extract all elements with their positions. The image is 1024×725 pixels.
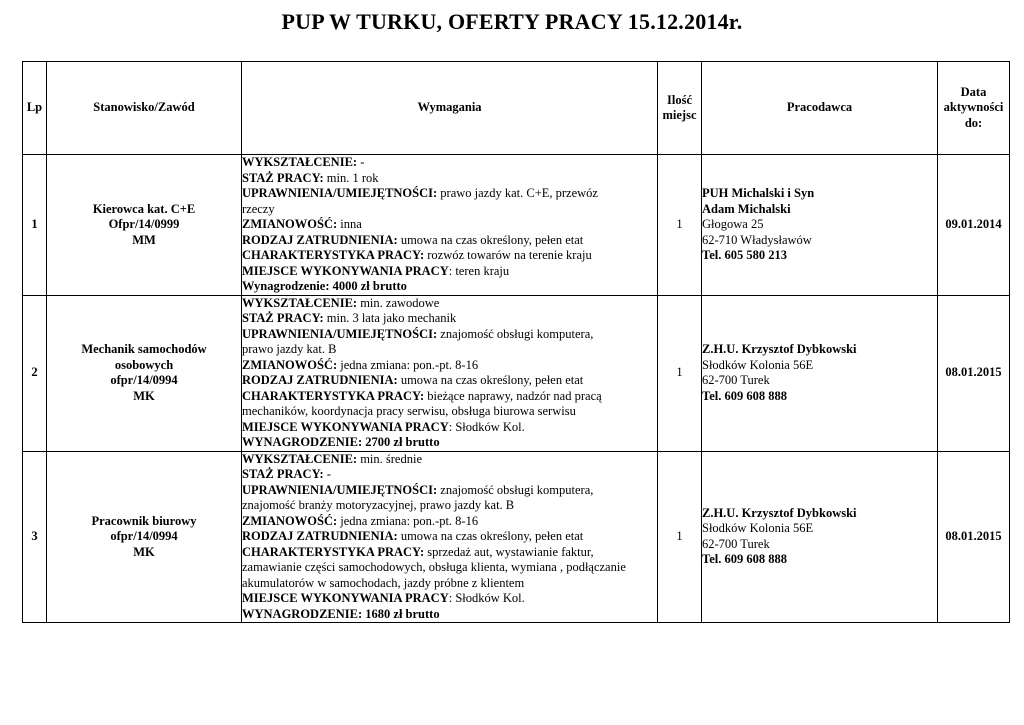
position-line: ofpr/14/0994 <box>110 373 178 387</box>
requirement-line <box>242 342 657 358</box>
requirement-label: WYNAGRODZENIE: 1680 zł brutto <box>242 606 440 621</box>
requirement-value: min. 3 lata jako mechanik <box>323 311 457 325</box>
requirement-line <box>242 529 657 545</box>
page-title: PUP W TURKU, OFERTY PRACY 15.12.2014r. <box>281 9 743 34</box>
requirement-value: znajomość obsługi komputera, <box>437 326 594 341</box>
requirement-label: WYKSZTAŁCENIE: <box>242 451 358 466</box>
header-requirements: Wymagania <box>242 62 658 155</box>
requirement-label: CHARAKTERYSTYKA PRACY: <box>242 544 425 559</box>
requirement-value: - <box>357 155 365 169</box>
requirement-value: min. średnie <box>357 451 422 466</box>
requirement-label: WYNAGRODZENIE: 2700 zł brutto <box>242 435 440 449</box>
places-count: 1 <box>658 295 702 451</box>
row-number: 1 <box>23 155 47 296</box>
requirement-label: CHARAKTERYSTYKA PRACY: <box>242 248 425 262</box>
table-row <box>23 295 1010 451</box>
employer-line: Z.H.U. Krzysztof Dybkowski <box>702 505 857 520</box>
position-line: MK <box>133 544 155 559</box>
requirement-line <box>242 264 657 280</box>
requirement-line <box>242 467 657 483</box>
requirement-value: umowa na czas określony, pełen etat <box>397 373 584 387</box>
requirement-value: min. 1 rok <box>323 170 379 185</box>
employer-line: 62-710 Władysławów <box>702 232 812 247</box>
job-offers-table <box>22 61 1010 623</box>
requirement-label: WYKSZTAŁCENIE: <box>242 295 358 310</box>
requirement-line <box>242 186 657 202</box>
requirement-line <box>242 248 657 264</box>
requirement-label: ZMIANOWOŚĆ: <box>242 513 338 528</box>
requirement-label: MIEJSCE WYKONYWANIA PRACY <box>242 263 449 278</box>
header-places-line: Ilość <box>667 92 692 107</box>
requirement-value: rozwóz towarów na terenie kraju <box>424 248 592 262</box>
employer-line: Adam Michalski <box>702 201 791 216</box>
requirement-label: ZMIANOWOŚĆ: <box>242 217 338 231</box>
requirement-label: Wynagrodzenie: 4000 zł brutto <box>242 279 407 293</box>
requirement-value: jedna zmiana: pon.-pt. 8-16 <box>337 357 479 372</box>
header-lp: Lp <box>23 62 47 155</box>
position-cell <box>47 155 242 296</box>
employer-line: Tel. 605 580 213 <box>702 248 787 262</box>
requirement-line <box>242 311 657 327</box>
requirement-label: RODZAJ ZATRUDNIENIA: <box>242 373 398 387</box>
requirement-line <box>242 483 657 499</box>
table-row <box>23 451 1010 623</box>
employer-line: Słodków Kolonia 56E <box>702 357 814 372</box>
requirement-value: akumulatorów w samochodach, jazdy próbne z klientem <box>242 575 525 590</box>
active-until-date: 08.01.2015 <box>938 451 1010 623</box>
requirement-line <box>242 576 657 592</box>
requirement-line <box>242 404 657 420</box>
requirement-value: min. zawodowe <box>357 295 440 310</box>
employer-line: 62-700 Turek <box>702 373 770 387</box>
requirement-line <box>242 171 657 187</box>
requirement-line <box>242 452 657 468</box>
table-row <box>23 155 1010 296</box>
position-cell <box>47 295 242 451</box>
requirement-value: sprzedaż aut, wystawianie faktur, <box>424 544 594 559</box>
requirement-label: RODZAJ ZATRUDNIENIA: <box>242 529 398 543</box>
requirement-label: MIEJSCE WYKONYWANIA PRACY <box>242 419 449 434</box>
requirement-line <box>242 560 657 576</box>
requirement-label: ZMIANOWOŚĆ: <box>242 357 338 372</box>
header-places-line: miejsc <box>662 108 697 122</box>
requirement-line <box>242 217 657 233</box>
employer-line: Głogowa 25 <box>702 217 764 231</box>
requirement-value: znajomość branży motoryzacyjnej, prawo jazdy kat. B <box>242 498 515 512</box>
header-employer: Pracodawca <box>702 62 938 155</box>
employer-line: Słodków Kolonia 56E <box>702 521 814 536</box>
requirement-value: umowa na czas określony, pełen etat <box>397 529 584 543</box>
requirement-line <box>242 327 657 343</box>
requirement-value: : teren kraju <box>448 263 510 278</box>
requirement-line <box>242 498 657 514</box>
requirement-line <box>242 233 657 249</box>
requirement-line <box>242 435 657 451</box>
requirement-label: WYKSZTAŁCENIE: <box>242 155 358 169</box>
requirement-label: STAŻ PRACY: <box>242 467 324 481</box>
requirement-value: jedna zmiana: pon.-pt. 8-16 <box>337 513 479 528</box>
row-number: 3 <box>23 451 47 623</box>
requirement-line <box>242 279 657 295</box>
requirement-line <box>242 514 657 530</box>
requirement-value: umowa na czas określony, pełen etat <box>397 232 584 247</box>
position-line: Pracownik biurowy <box>91 513 197 528</box>
places-count: 1 <box>658 451 702 623</box>
position-line: Mechanik samochodów <box>81 342 207 356</box>
employer-line: 62-700 Turek <box>702 536 770 551</box>
requirement-line <box>242 420 657 436</box>
requirements-cell <box>242 295 658 451</box>
requirement-value: inna <box>337 217 362 231</box>
requirement-value: : Słodków Kol. <box>448 419 525 434</box>
requirement-value: prawo jazdy kat. B <box>242 342 337 356</box>
header-date-line: Data <box>960 84 987 99</box>
employer-cell <box>702 451 938 623</box>
requirement-value: rzeczy <box>242 201 275 216</box>
requirement-value: znajomość obsługi komputera, <box>437 482 594 497</box>
header-date-line: aktywności <box>943 100 1004 115</box>
employer-line: Tel. 609 608 888 <box>702 552 787 567</box>
requirement-line <box>242 607 657 623</box>
header-position: Stanowisko/Zawód <box>47 62 242 155</box>
employer-cell <box>702 155 938 296</box>
requirement-label: CHARAKTERYSTYKA PRACY: <box>242 388 425 403</box>
requirements-cell <box>242 451 658 623</box>
employer-cell <box>702 295 938 451</box>
requirement-value: bieżące naprawy, nadzór nad pracą <box>424 388 602 403</box>
header-places <box>658 62 702 155</box>
requirement-value: prawo jazdy kat. C+E, przewóz <box>437 186 598 200</box>
requirement-label: UPRAWNIENIA/UMIEJĘTNOŚCI: <box>242 482 438 497</box>
active-until-date: 09.01.2014 <box>938 155 1010 296</box>
position-line: Ofpr/14/0999 <box>108 217 180 231</box>
requirements-cell <box>242 155 658 296</box>
requirement-label: STAŻ PRACY: <box>242 170 324 185</box>
requirement-label: UPRAWNIENIA/UMIEJĘTNOŚCI: <box>242 326 438 341</box>
employer-line: PUH Michalski i Syn <box>702 186 815 200</box>
requirement-value: - <box>323 467 331 481</box>
position-line: Kierowca kat. C+E <box>92 201 196 216</box>
requirement-label: MIEJSCE WYKONYWANIA PRACY <box>242 591 449 605</box>
position-line: osobowych <box>114 357 174 372</box>
requirement-line <box>242 358 657 374</box>
position-line: ofpr/14/0994 <box>110 529 178 543</box>
requirement-line <box>242 373 657 389</box>
position-line: MM <box>132 232 156 247</box>
requirement-value: mechaników, koordynacja pracy serwisu, obsługa biurowa serwisu <box>242 404 576 418</box>
active-until-date: 08.01.2015 <box>938 295 1010 451</box>
requirement-line <box>242 202 657 218</box>
requirement-value: zamawianie części samochodowych, obsługa klienta, wymiana , podłączanie <box>242 560 626 574</box>
requirement-line <box>242 155 657 171</box>
requirement-label: UPRAWNIENIA/UMIEJĘTNOŚCI: <box>242 186 438 200</box>
requirement-line <box>242 389 657 405</box>
requirement-line <box>242 545 657 561</box>
requirement-line <box>242 591 657 607</box>
requirement-value: : Słodków Kol. <box>448 591 525 605</box>
header-date <box>938 62 1010 155</box>
places-count: 1 <box>658 155 702 296</box>
position-cell <box>47 451 242 623</box>
requirement-label: RODZAJ ZATRUDNIENIA: <box>242 232 398 247</box>
requirement-line <box>242 296 657 312</box>
requirement-label: STAŻ PRACY: <box>242 311 324 325</box>
row-number: 2 <box>23 295 47 451</box>
employer-line: Tel. 609 608 888 <box>702 388 787 403</box>
header-date-line: do: <box>964 115 983 130</box>
position-line: MK <box>133 388 155 403</box>
table-header-row <box>23 62 1010 155</box>
employer-line: Z.H.U. Krzysztof Dybkowski <box>702 342 857 356</box>
